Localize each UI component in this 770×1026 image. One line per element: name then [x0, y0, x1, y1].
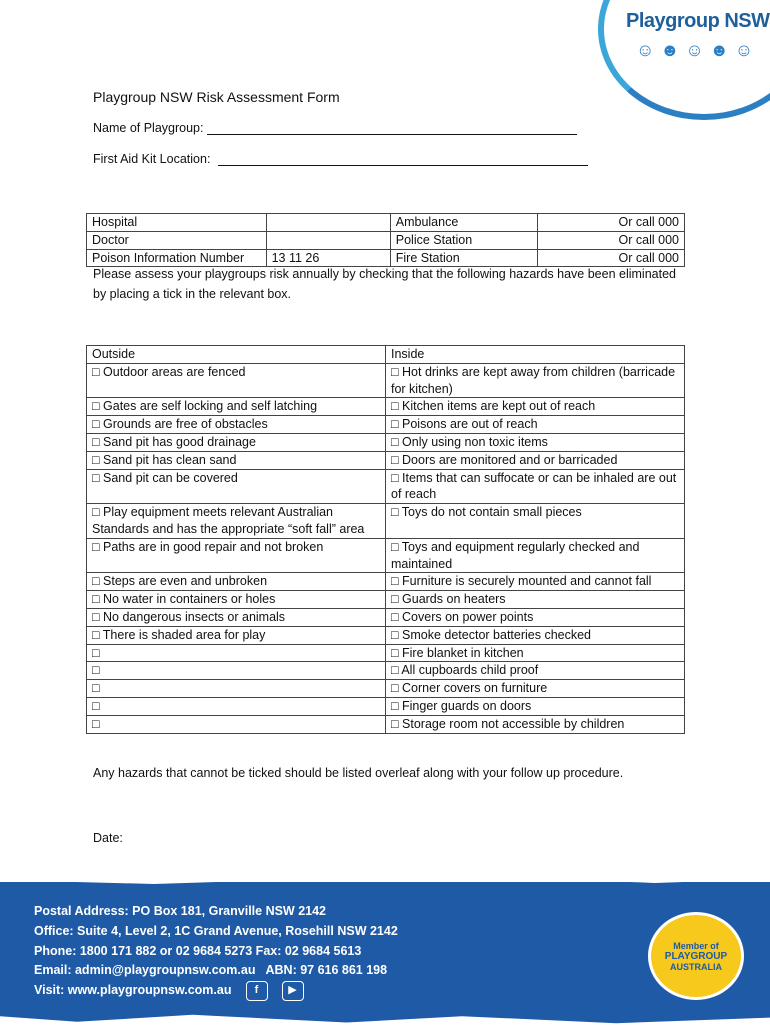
- inside-hazard-checkbox-item[interactable]: □ Covers on power points: [386, 608, 685, 626]
- email-abn-row: [34, 961, 398, 981]
- hazard-row: [87, 608, 685, 626]
- contact-cell: Or call 000: [538, 249, 685, 267]
- inside-hazard-checkbox-item[interactable]: □ Storage room not accessible by children: [386, 715, 685, 733]
- hazard-row: [87, 469, 685, 504]
- inside-hazard-checkbox-item[interactable]: □ Doors are monitored and or barricaded: [386, 451, 685, 469]
- outside-hazard-checkbox-item[interactable]: □ No dangerous insects or animals: [87, 608, 386, 626]
- outside-hazard-checkbox-item[interactable]: □: [87, 715, 386, 733]
- outside-hazard-checkbox-item[interactable]: □ Outdoor areas are fenced: [87, 363, 386, 398]
- contact-cell: Hospital: [87, 214, 267, 232]
- hazard-row: [87, 715, 685, 733]
- inside-hazard-checkbox-item[interactable]: □ Kitchen items are kept out of reach: [386, 398, 685, 416]
- hazard-row: [87, 591, 685, 609]
- inside-hazard-checkbox-item[interactable]: □ Toys do not contain small pieces: [386, 504, 685, 539]
- hazard-row: [87, 662, 685, 680]
- footer-edge-top: [0, 876, 770, 886]
- contact-cell: Fire Station: [390, 249, 537, 267]
- member-badge: [648, 912, 744, 1000]
- contact-cell: Police Station: [390, 231, 537, 249]
- website-row: [34, 981, 398, 1001]
- inside-hazard-checkbox-item[interactable]: □ Toys and equipment regularly checked and maintained: [386, 538, 685, 573]
- hazard-row: [87, 538, 685, 573]
- hazard-row: [87, 363, 685, 398]
- outside-hazard-checkbox-item[interactable]: □ Sand pit has clean sand: [87, 451, 386, 469]
- outside-hazard-checkbox-item[interactable]: □ Sand pit can be covered: [87, 469, 386, 504]
- outside-hazard-checkbox-item[interactable]: □: [87, 680, 386, 698]
- inside-hazard-checkbox-item[interactable]: □ Fire blanket in kitchen: [386, 644, 685, 662]
- playgroup-name-label: Name of Playgroup:: [93, 121, 204, 135]
- hazard-row: [87, 644, 685, 662]
- playgroup-name-line[interactable]: [207, 122, 577, 135]
- inside-header: Inside: [386, 346, 685, 364]
- hazard-row: [87, 680, 685, 698]
- contact-number-cell[interactable]: 13 11 26: [266, 249, 390, 267]
- form-title: Playgroup NSW Risk Assessment Form: [93, 89, 340, 105]
- youtube-icon[interactable]: ▶: [282, 981, 304, 1001]
- instructions-text: Please assess your playgroups risk annually by checking that the following hazards have been eliminated by placing a tick in the relevant box.: [93, 267, 676, 301]
- inside-hazard-checkbox-item[interactable]: □ Hot drinks are kept away from children (barricade for kitchen): [386, 363, 685, 398]
- badge-main-text: PLAYGROUP: [664, 950, 728, 962]
- outside-hazard-checkbox-item[interactable]: □ Gates are self locking and self latching: [87, 398, 386, 416]
- office-address: Office: Suite 4, Level 2, 1C Grand Avenue, Rosehill NSW 2142: [34, 923, 398, 938]
- facebook-icon[interactable]: f: [246, 981, 268, 1001]
- contact-row: [87, 214, 685, 232]
- hazard-row: [87, 451, 685, 469]
- contact-number-cell[interactable]: [266, 214, 390, 232]
- contact-cell: Ambulance: [390, 214, 537, 232]
- contact-number-cell[interactable]: [266, 231, 390, 249]
- outside-hazard-checkbox-item[interactable]: □ Steps are even and unbroken: [87, 573, 386, 591]
- outside-hazard-checkbox-item[interactable]: □: [87, 662, 386, 680]
- hazard-row: [87, 573, 685, 591]
- footer-banner: [0, 882, 770, 1024]
- hazard-row: [87, 433, 685, 451]
- logo-text: Playgroup NSW: [626, 10, 770, 32]
- inside-hazard-checkbox-item[interactable]: □ All cupboards child proof: [386, 662, 685, 680]
- outside-hazard-checkbox-item[interactable]: □ Grounds are free of obstacles: [87, 416, 386, 434]
- first-aid-kit-field[interactable]: [93, 152, 588, 166]
- hazard-row: [87, 398, 685, 416]
- inside-hazard-checkbox-item[interactable]: □ Only using non toxic items: [386, 433, 685, 451]
- abn-text: ABN: 97 616 861 198: [265, 963, 388, 978]
- phone-fax: Phone: 1800 171 882 or 02 9684 5273 Fax: 02 9684 5613: [34, 943, 362, 958]
- logo-figures-icon: ☺ ☻ ☺ ☻ ☺: [636, 40, 754, 60]
- outside-hazard-checkbox-item[interactable]: □ There is shaded area for play: [87, 626, 386, 644]
- contact-cell: Doctor: [87, 231, 267, 249]
- outside-hazard-checkbox-item[interactable]: □ No water in containers or holes: [87, 591, 386, 609]
- first-aid-kit-line[interactable]: [218, 153, 588, 166]
- outside-hazard-checkbox-item[interactable]: □ Sand pit has good drainage: [87, 433, 386, 451]
- inside-hazard-checkbox-item[interactable]: □ Poisons are out of reach: [386, 416, 685, 434]
- outside-hazard-checkbox-item[interactable]: □ Play equipment meets relevant Australian Standards and has the appropriate “soft fall” area: [87, 504, 386, 539]
- inside-hazard-checkbox-item[interactable]: □ Items that can suffocate or can be inhaled are out of reach: [386, 469, 685, 504]
- hazards-checklist-table: [86, 345, 685, 734]
- hazard-row: [87, 626, 685, 644]
- inside-hazard-checkbox-item[interactable]: □ Guards on heaters: [386, 591, 685, 609]
- postal-address: Postal Address: PO Box 181, Granville NSW 2142: [34, 904, 327, 918]
- badge-bottom-text: AUSTRALIA: [670, 961, 722, 972]
- emergency-contacts-table: [86, 213, 685, 267]
- hazard-row: [87, 416, 685, 434]
- outside-hazard-checkbox-item[interactable]: □: [87, 697, 386, 715]
- inside-hazard-checkbox-item[interactable]: □ Corner covers on furniture: [386, 680, 685, 698]
- outside-header: Outside: [87, 346, 386, 364]
- website-link[interactable]: Visit: www.playgroupnsw.com.au: [34, 983, 232, 998]
- outside-hazard-checkbox-item[interactable]: □: [87, 644, 386, 662]
- playgroup-nsw-logo: [590, 0, 770, 110]
- date-label: Date:: [93, 831, 123, 845]
- contact-cell: Or call 000: [538, 214, 685, 232]
- contact-cell: Poison Information Number: [87, 249, 267, 267]
- follow-up-note: Any hazards that cannot be ticked should be listed overleaf along with your follow up procedure.: [93, 766, 624, 780]
- outside-hazard-checkbox-item[interactable]: □ Paths are in good repair and not broken: [87, 538, 386, 573]
- email-link[interactable]: Email: admin@playgroupnsw.com.au: [34, 963, 256, 978]
- footer-contact-info: [34, 902, 398, 1001]
- inside-hazard-checkbox-item[interactable]: □ Furniture is securely mounted and cannot fall: [386, 573, 685, 591]
- inside-hazard-checkbox-item[interactable]: □ Smoke detector batteries checked: [386, 626, 685, 644]
- hazard-row: [87, 504, 685, 539]
- inside-hazard-checkbox-item[interactable]: □ Finger guards on doors: [386, 697, 685, 715]
- contact-cell: Or call 000: [538, 231, 685, 249]
- playgroup-name-field[interactable]: [93, 121, 577, 135]
- contact-row: [87, 231, 685, 249]
- hazards-header-row: [87, 346, 685, 364]
- first-aid-kit-label: First Aid Kit Location:: [93, 152, 211, 166]
- badge-top-text: Member of: [673, 940, 719, 951]
- hazard-row: [87, 697, 685, 715]
